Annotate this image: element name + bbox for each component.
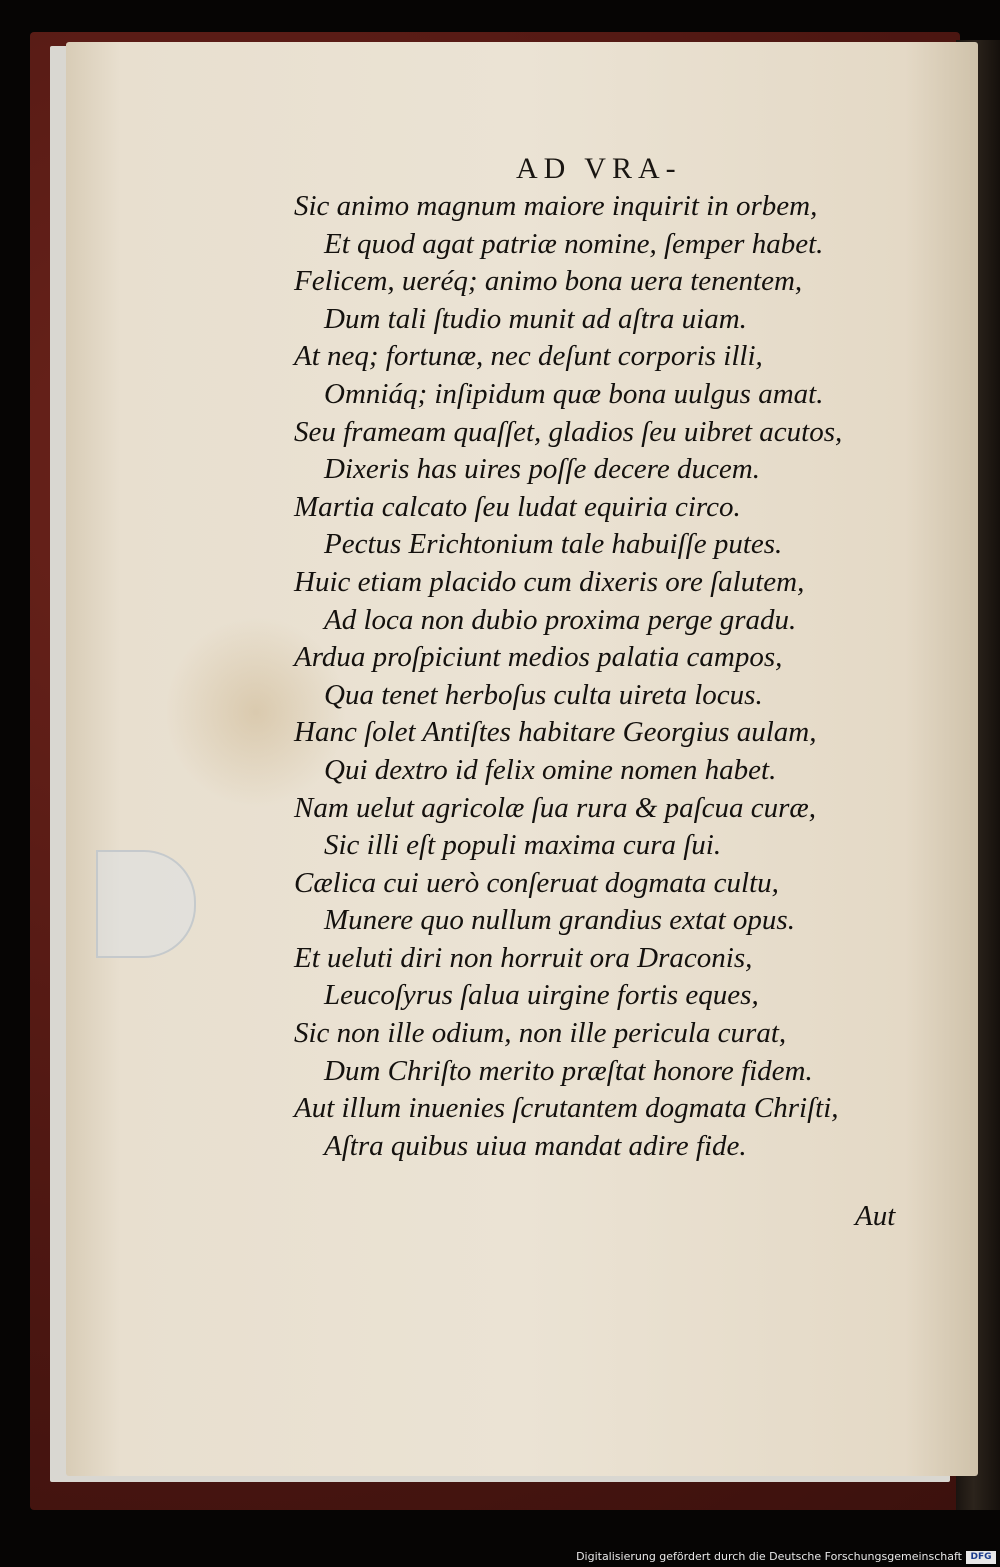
verse-line: Pectus Erichtonium tale habuiſſe putes. <box>324 528 783 561</box>
verse-line: Dixeris has uires poſſe decere ducem. <box>324 453 760 486</box>
verse-line: Nam uelut agricolæ ſua rura & paſcua curæ, <box>294 791 816 824</box>
verse-line: Et quod agat patriæ nomine, ſemper habet. <box>324 227 824 260</box>
verse-line: Cælica cui uerò conſeruat dogmata cultu, <box>294 866 779 899</box>
running-header: AD VRA- <box>516 152 682 185</box>
verse-line: Felicem, ueréq; animo bona uera tenentem, <box>294 265 803 298</box>
verse-line: Dum Chriſto merito præſtat honore fidem. <box>324 1054 813 1087</box>
verse-line: Omniáq; inſipidum quæ bona uulgus amat. <box>324 377 824 410</box>
verse-line: Hanc ſolet Antiſtes habitare Georgius aulam, <box>294 716 817 749</box>
verse-line: Seu frameam quaſſet, gladios ſeu uibret acutos, <box>294 415 843 448</box>
verse-line: Dum tali ſtudio munit ad aſtra uiam. <box>324 302 747 335</box>
verse-line: Et ueluti diri non horruit ora Draconis, <box>294 941 753 974</box>
verse-line: At neq; fortunæ, nec deſunt corporis illi, <box>294 340 763 373</box>
verse-line: Sic animo magnum maiore inquirit in orbem, <box>294 190 818 222</box>
verse-line: Qui dextro id felix omine nomen habet. <box>324 753 777 786</box>
dfg-logo: DFG <box>966 1551 996 1564</box>
page-clip <box>96 850 196 958</box>
verse-line: Huic etiam placido cum dixeris ore ſalutem, <box>294 565 805 598</box>
catchword: Aut <box>855 1200 896 1232</box>
verse-line: Ad loca non dubio proxima perge gradu. <box>324 603 797 636</box>
verse-line: Sic illi eſt populi maxima cura ſui. <box>324 829 722 862</box>
digitization-credit: Digitalisierung gefördert durch die Deutsche Forschungsgemeinschaft <box>576 1550 962 1563</box>
verse-line: Munere quo nullum grandius extat opus. <box>324 904 795 937</box>
verse-line: Ardua proſpiciunt medios palatia campos, <box>294 641 783 674</box>
verse-line: Sic non ille odium, non ille pericula curat, <box>294 1017 787 1050</box>
verse-line: Aut illum inuenies ſcrutantem dogmata Chriſti, <box>294 1092 839 1125</box>
verse-line: Martia calcato ſeu ludat equiria circo. <box>294 490 741 523</box>
verse-line: Leucoſyrus ſalua uirgine fortis eques, <box>324 979 759 1012</box>
verse-line: Qua tenet herboſus culta uireta locus. <box>324 678 763 711</box>
verse-list <box>294 188 934 1165</box>
verse-line: Aſtra quibus uiua mandat adire fide. <box>324 1129 747 1162</box>
